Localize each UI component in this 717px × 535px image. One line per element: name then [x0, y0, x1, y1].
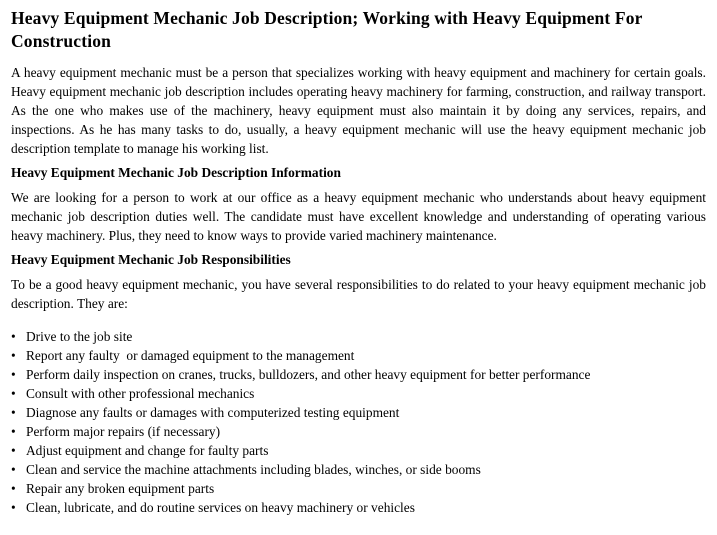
list-item: [11, 327, 706, 346]
section-heading-information: Heavy Equipment Mechanic Job Description Information: [11, 165, 341, 180]
bullet-icon: •: [11, 405, 16, 420]
bullet-icon: •: [11, 348, 16, 363]
responsibilities-list: [11, 327, 706, 517]
bullet-icon: •: [11, 386, 16, 401]
bullet-icon: •: [11, 443, 16, 458]
list-item: [11, 460, 706, 479]
list-item-text: Clean, lubricate, and do routine services on heavy machinery or vehicles: [26, 500, 415, 515]
list-item-text: Repair any broken equipment parts: [26, 481, 215, 496]
intro-paragraph: A heavy equipment mechanic must be a person that specializes working with heavy equipment and machinery for certain goals. Heavy equipment mechanic job description includes operating heavy machinery for farming, construction, and railway transport. As the one who makes use of the machinery, heavy equipment must also maintain it by doing any services, repairs, and inspections. As he has many tasks to do, usually, a heavy equipment mechanic will use the heavy equipment mechanic job description template to manage his working list.: [11, 65, 706, 156]
list-item-text: Perform daily inspection on cranes, trucks, bulldozers, and other heavy equipment for better performance: [26, 367, 591, 382]
bullet-icon: •: [11, 462, 16, 477]
bullet-icon: •: [11, 481, 16, 496]
list-item-text: Perform major repairs (if necessary): [26, 424, 221, 439]
list-item-text: Clean and service the machine attachments including blades, winches, or side booms: [26, 462, 481, 477]
responsibilities-paragraph: To be a good heavy equipment mechanic, you have several responsibilities to do related to your heavy equipment mechanic job description. They are:: [11, 277, 706, 311]
list-item: [11, 441, 706, 460]
bullet-icon: •: [11, 500, 16, 515]
list-item-text: Report any faulty or damaged equipment to the management: [26, 348, 355, 363]
section-heading-responsibilities: Heavy Equipment Mechanic Job Responsibilities: [11, 252, 291, 267]
list-item: [11, 365, 706, 384]
page-title: Heavy Equipment Mechanic Job Description; Working with Heavy Equipment For Construction: [11, 8, 643, 51]
list-item: [11, 403, 706, 422]
information-paragraph: We are looking for a person to work at our office as a heavy equipment mechanic who understands about heavy equipment mechanic job description duties well. The candidate must have excellent knowledge and understanding of operating various heavy machinery. Plus, they need to know ways to provide varied machinery maintenance.: [11, 190, 706, 243]
list-item-text: Consult with other professional mechanics: [26, 386, 255, 401]
list-item: [11, 422, 706, 441]
bullet-icon: •: [11, 424, 16, 439]
list-item: [11, 384, 706, 403]
list-item-text: Diagnose any faults or damages with computerized testing equipment: [26, 405, 400, 420]
list-item-text: Drive to the job site: [26, 329, 133, 344]
list-item: [11, 498, 706, 517]
list-item: [11, 479, 706, 498]
bullet-icon: •: [11, 329, 16, 344]
list-item: [11, 346, 706, 365]
bullet-icon: •: [11, 367, 16, 382]
list-item-text: Adjust equipment and change for faulty parts: [26, 443, 269, 458]
